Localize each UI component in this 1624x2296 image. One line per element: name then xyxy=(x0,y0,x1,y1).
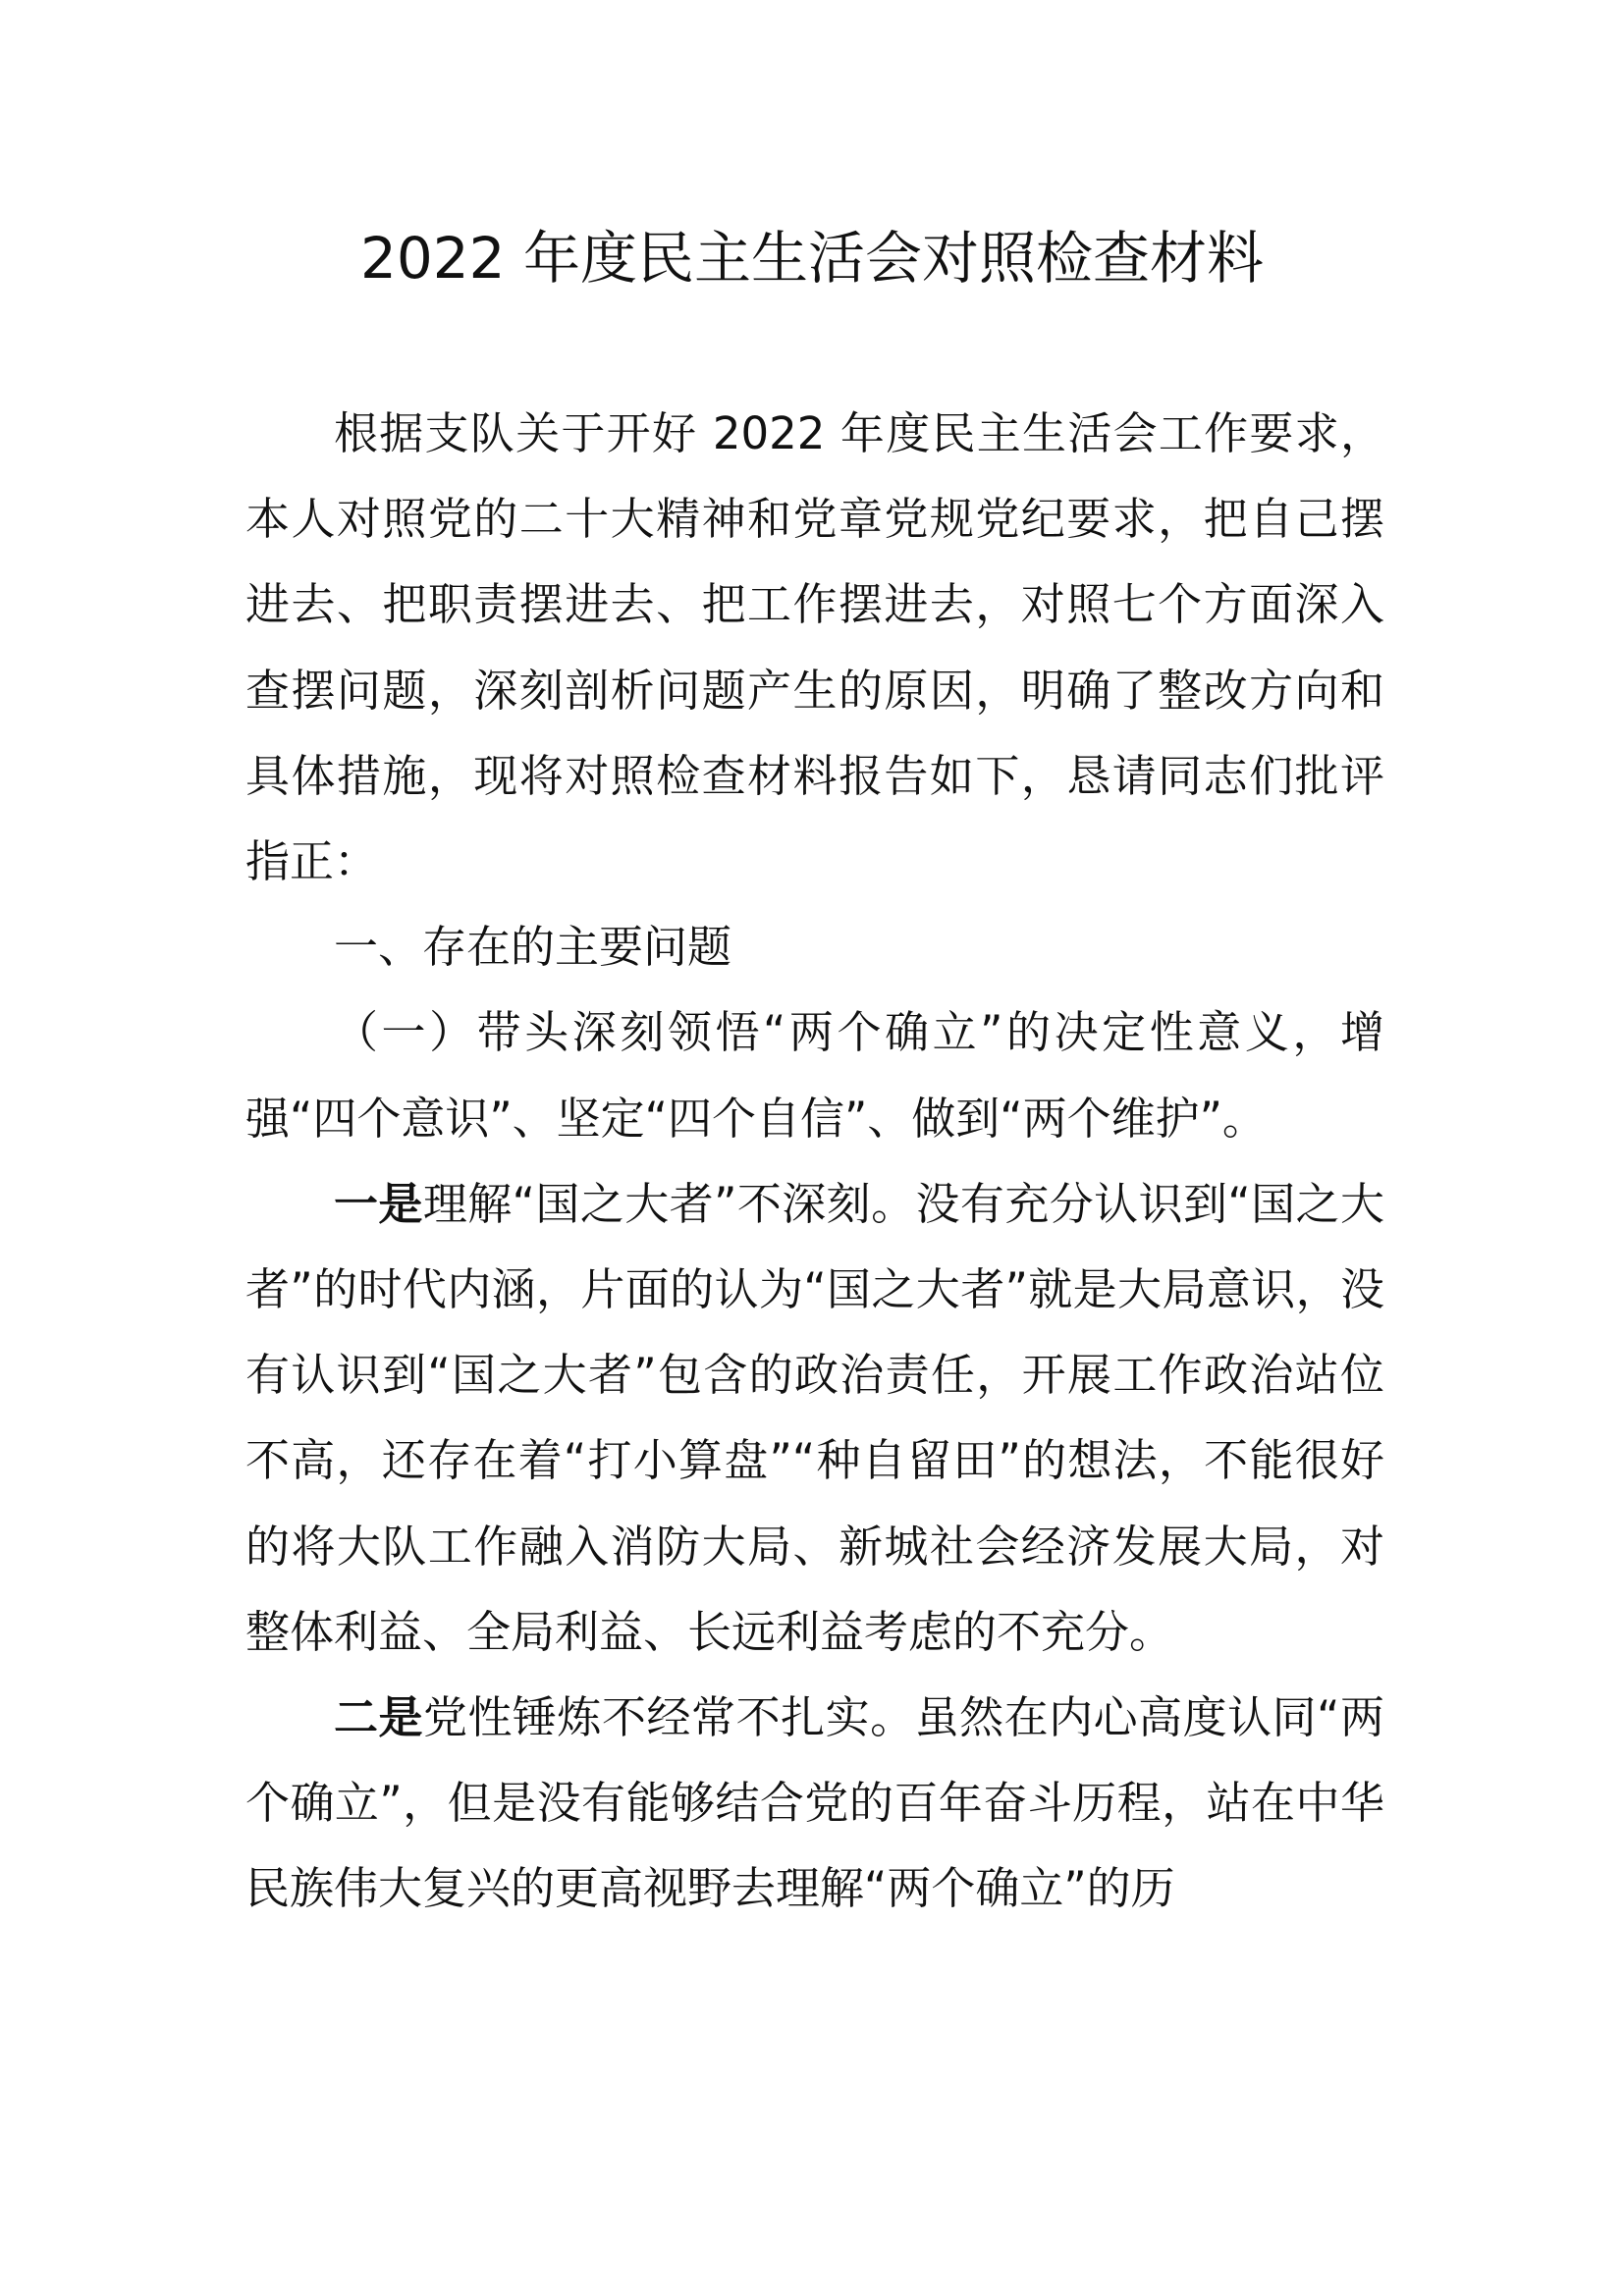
subsection-heading: （一）带头深刻领悟“两个确立”的决定性意义，增强“四个意识”、坚定“四个自信”、做到“两个维护”。 xyxy=(245,1006,1384,1145)
intro-paragraph: 根据支队关于开好 2022 年度民主生活会工作要求，本人对照党的二十大精神和党章党规党纪要求，把自己摆进去、把职责摆进去、把工作摆进去，对照七个方面深入查摆问题，深刻剖析问题产生的原因，明确了整改方向和具体措施，现将对照检查材料报告如下，恳请同志们批评指正： xyxy=(245,407,1384,888)
point-lead-1: 一是 xyxy=(334,1177,423,1230)
document-title: 2022 年度民主生活会对照检查材料 xyxy=(359,225,1265,292)
point-text-2: 党性锤炼不经常不扎实。虽然在内心高度认同“两个确立”，但是没有能够结合党的百年奋斗历程，站在中华民族伟大复兴的更高视野去理解“两个确立”的历 xyxy=(245,1691,1384,1915)
point-paragraph-1 xyxy=(245,1161,1384,1675)
point-text-1: 理解“国之大者”不深刻。没有充分认识到“国之大者”的时代内涵，片面的认为“国之大者”就是大局意识，没有认识到“国之大者”包含的政治责任，开展工作政治站位不高，还存在着“打小算盘”“种自留田”的想法，不能很好的将大队工作融入消防大局、新城社会经济发展大局，对整体利益、全局利益、长远利益考虑的不充分。 xyxy=(245,1177,1384,1658)
point-paragraph-2 xyxy=(245,1675,1384,1932)
section-heading: 一、存在的主要问题 xyxy=(334,921,732,974)
document-body xyxy=(245,391,1384,1932)
point-lead-2: 二是 xyxy=(334,1691,424,1744)
